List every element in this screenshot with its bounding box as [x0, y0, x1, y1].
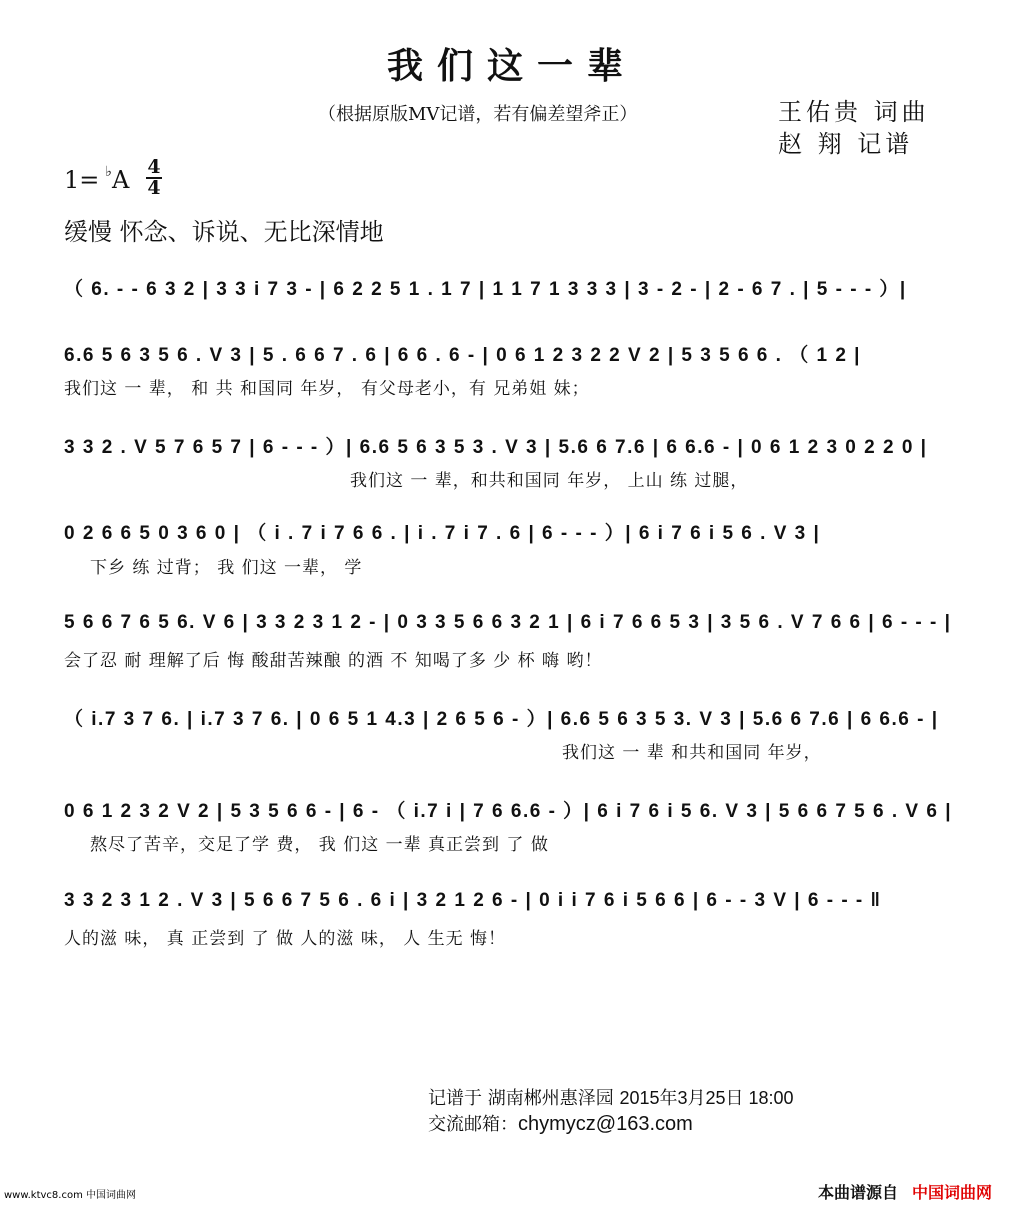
notation-line-3: 3 3 2 . V 5 7 6 5 7 | 6 - - - ）| 6.6 5 6 3 5 3 . V 3 | 5.6 6 7.6 | 6 6.6 - | 0 6 1 2 3 0 2 2 0 | [64, 437, 928, 458]
key-signature [64, 166, 129, 194]
notation-line-2: 6.6 5 6 3 5 6 . V 3 | 5 . 6 6 7 . 6 | 6 6 . 6 - | 0 6 1 2 3 2 2 V 2 | 5 3 5 6 6 . （ 1 2 | [64, 345, 861, 366]
source-credit [818, 1180, 992, 1203]
lyrics-line-6: 我们这 一 辈 和共和国同 年岁， [562, 743, 822, 763]
site-watermark: www.ktvc8.com 中国词曲网 [4, 1190, 137, 1201]
page-title: 我们这一辈 [386, 45, 637, 87]
source-site: 中国词曲网 [912, 1183, 993, 1202]
notation-line-1: （ 6. - - 6 3 2 | 3 3 i 7 3 - | 6 2 2 5 1 . 1 7 | 1 1 7 1 3 3 3 | 3 - 2 - | 2 - 6 7 . | 5 - - - ）| [64, 279, 907, 300]
lyrics-line-2: 我们这 一 辈， 和 共 和国同 年岁， 有父母老小，有 兄弟姐 妹； [64, 379, 590, 399]
notation-line-7: 0 6 1 2 3 2 V 2 | 5 3 5 6 6 - | 6 - （ i.7 i | 7 6 6.6 - ）| 6 i 7 6 i 5 6. V 3 | 5 6 6 7 5 6 . V 6 | [64, 801, 953, 822]
lyrics-line-5: 会了忍 耐 理解了后 悔 酸甜苦辣酿 的酒 不 知喝了多 少 杯 嗨 哟！ [64, 651, 603, 671]
lyrics-line-7: 熬尽了苦辛，交足了学 费， 我 们这 一辈 真正尝到 了 做 [90, 835, 549, 855]
email-address: chymycz@163.com [518, 1113, 693, 1135]
email-label: 交流邮箱： [428, 1114, 518, 1135]
time-signature-bottom: 4 [147, 177, 161, 199]
time-signature [146, 158, 162, 198]
tempo-marking: 缓慢 怀念、诉说、无比深情地 [64, 218, 384, 246]
record-date: 2015年3月25日 18:00 [619, 1088, 794, 1108]
transcriber-credit: 赵 翔 记谱 [778, 130, 914, 158]
subtitle: （根据原版MV记谱，若有偏差望斧正） [318, 104, 638, 125]
record-info [428, 1084, 794, 1110]
notation-line-4: 0 2 6 6 5 0 3 6 0 | （ i . 7 i 7 6 6 . | i . 7 i 7 . 6 | 6 - - - ）| 6 i 7 6 i 5 6 . V 3 | [64, 523, 821, 544]
key-note: A [112, 166, 130, 194]
notation-line-6: （ i.7 3 7 6. | i.7 3 7 6. | 0 6 5 1 4.3 | 2 6 5 6 - ）| 6.6 5 6 3 5 3. V 3 | 5.6 6 7.6 | 6 6.6 - | [64, 709, 939, 730]
notation-line-5: 5 6 6 7 6 5 6. V 6 | 3 3 2 3 1 2 - | 0 3 3 5 6 6 3 2 1 | 6 i 7 6 6 5 3 | 3 5 6 . V 7 6 6 | 6 - - - | [64, 612, 952, 633]
composer-credit: 王佑贵 词曲 [778, 98, 930, 126]
notation-line-8: 3 3 2 3 1 2 . V 3 | 5 6 6 7 5 6 . 6 i | 3 2 1 2 6 - | 0 i i 7 6 i 5 6 6 | 6 - - 3 V | 6 - - - ‖ [64, 890, 882, 911]
time-signature-top: 4 [147, 156, 161, 178]
record-location: 记谱于 湖南郴州惠泽园 [428, 1088, 620, 1109]
flat-symbol: ♭ [105, 164, 112, 180]
source-label: 本曲谱源自 [818, 1183, 899, 1202]
lyrics-line-3: 我们这 一 辈，和共和国同 年岁， 上山 练 过腿， [350, 471, 749, 491]
key-prefix: 1= [64, 166, 100, 194]
lyrics-line-8: 人的滋 味， 真 正尝到 了 做 人的滋 味， 人 生无 悔！ [64, 929, 507, 949]
email-info [428, 1110, 693, 1136]
lyrics-line-4: 下乡 练 过背； 我 们这 一辈， 学 [90, 558, 363, 578]
